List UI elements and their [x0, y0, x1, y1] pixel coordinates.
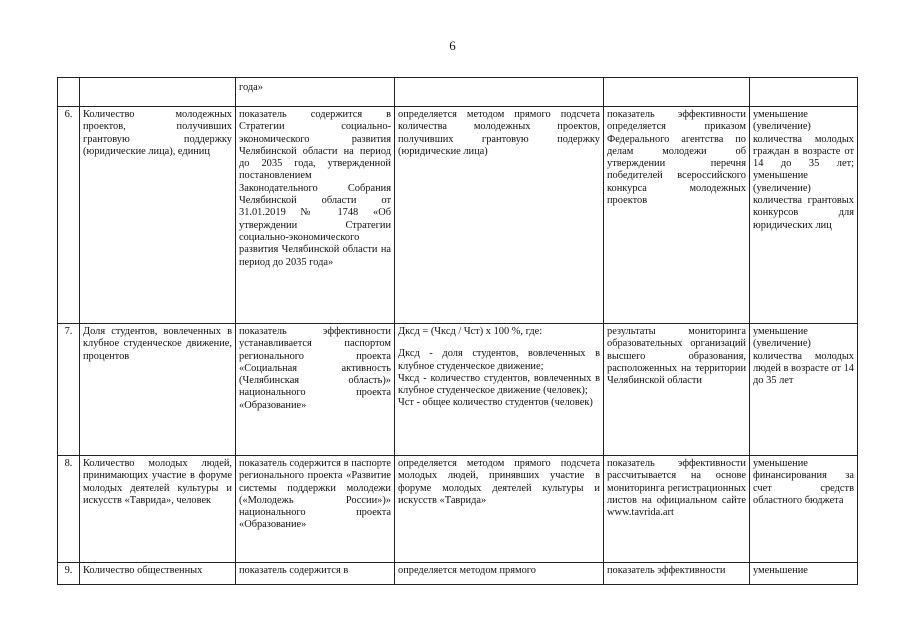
formula-def-1: Дксд - доля студентов, вовлеченных в клубное студенческое движение; [398, 348, 600, 372]
cell-num [58, 78, 80, 107]
cell-source: года» [236, 78, 395, 107]
cell-source: показатель содержится в паспорте регионального проекта «Развитие системы поддержки молодежи («Молодежь России»)» национального проекта «Образование» [236, 456, 395, 563]
method-text: определяется методом прямого подсчета молодых людей, принявших участие в форуме молодых деятелей культуры и искусств «Таврида» [398, 458, 600, 506]
cell-method [395, 78, 604, 107]
cell-indicator: Количество молодежных проектов, получивших грантовую поддержку (юридические лица), единиц [80, 107, 236, 324]
cell-basis: показатель эффективности рассчитывается на основе мониторинга регистрационных листов на официальном сайте www.tavrida.art [604, 456, 750, 563]
table-row [58, 563, 858, 585]
method-text: определяется методом прямого подсчета количества молодежных проектов, получивших грантовую подержку (юридические лица) [398, 109, 600, 157]
page-number: 6 [449, 38, 456, 53]
cell-factors: уменьшение финансирования за счет средств областного бюджета [750, 456, 858, 563]
formula-def-2: Чксд - количество студентов, вовлеченных в клубное студенческое движение (человек); [398, 372, 600, 397]
cell-method [395, 107, 604, 324]
cell-factors: уменьшение (увеличение) количества молодых граждан в возрасте от 14 до 35 лет; уменьшение (увеличение) количества грантовых конкурсов для юридических лиц [750, 107, 858, 324]
cell-source: показатель эффективности устанавливается паспортом регионального проекта «Социальная активность (Челябинская область)» национального проекта «Образование» [236, 324, 395, 456]
cell-source: показатель содержится в Стратегии социально-экономического развития Челябинской области на период до 2035 года, утвержденной постановлением Законодательного Собрания Челябинской области от 31.01.2019 № 1748 «Об утверждении Стратегии социально-экономического развития Челябинской области на период до 2035 года» [236, 107, 395, 324]
cell-num: 7. [58, 324, 80, 456]
cell-source: показатель содержится в [236, 563, 395, 585]
cell-num: 8. [58, 456, 80, 563]
method-text: определяется методом прямого [398, 565, 537, 576]
table-row [58, 456, 858, 563]
cell-basis [604, 78, 750, 107]
cell-basis: показатель эффективности определяется приказом Федерального агентства по делам молодежи об утверждении перечня победителей всероссийского конкурса молодежных проектов [604, 107, 750, 324]
cell-indicator: Доля студентов, вовлеченных в клубное студенческое движение, процентов [80, 324, 236, 456]
cell-factors: уменьшение (увеличение) количества молодых людей в возрасте от 14 до 35 лет [750, 324, 858, 456]
cell-indicator: Количество общественных [80, 563, 236, 585]
cell-basis: показатель эффективности [604, 563, 750, 585]
formula-def-3: Чст - общее количество студентов (человек) [398, 397, 593, 409]
indicators-table [57, 77, 858, 585]
cell-method [395, 324, 604, 456]
cell-factors [750, 78, 858, 107]
table-row [58, 324, 858, 456]
cell-factors: уменьшение [750, 563, 858, 585]
cell-method [395, 456, 604, 563]
formula: Дксд = (Чксд / Чст) x 100 %, где: [398, 326, 543, 337]
cell-method [395, 563, 604, 585]
table-row-continuation [58, 78, 858, 107]
cell-num: 9. [58, 563, 80, 585]
cell-indicator: Количество молодых людей, принимающих участие в форуме молодых деятелей культуры и искусств «Таврида», человек [80, 456, 236, 563]
cell-indicator [80, 78, 236, 107]
cell-num: 6. [58, 107, 80, 324]
cell-basis: результаты мониторинга образовательных организаций высшего образования, расположенных на территории Челябинской области [604, 324, 750, 456]
table-row [58, 107, 858, 324]
